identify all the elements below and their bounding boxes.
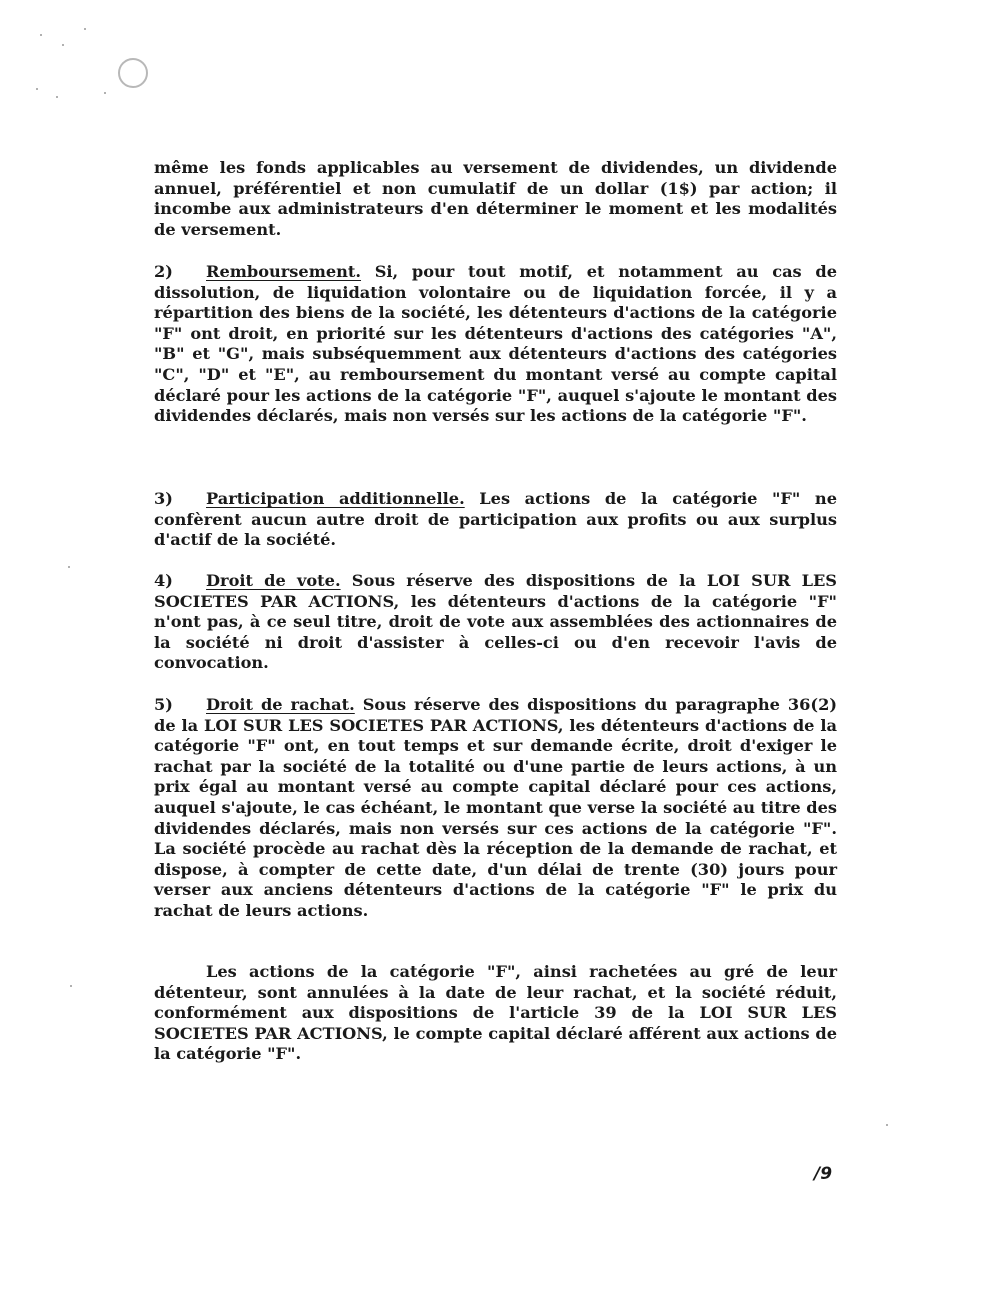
scan-speck — [84, 28, 86, 30]
section-number: 5) — [154, 695, 173, 714]
section-heading: Droit de rachat. — [206, 695, 355, 714]
section-number: 4) — [154, 571, 173, 590]
section-number: 2) — [154, 262, 173, 281]
section-number: 3) — [154, 489, 173, 508]
section-heading: Participation additionnelle. — [206, 489, 465, 508]
scan-speck — [56, 96, 58, 98]
punch-hole — [118, 58, 148, 88]
scan-speck — [104, 92, 106, 94]
section-remboursement — [154, 262, 837, 427]
section-body: Sous réserve des dispositions de la LOI SUR LES SOCIETES PAR ACTIONS, les détenteurs d'actions de la catégorie "F" n'ont pas, à ce seul titre, droit de vote aux assemblées des actionnaires de la société ni droit d'assister à celles-ci ou d'en recevoir l'avis de convocation. — [154, 571, 837, 673]
section-droit-de-rachat — [154, 695, 837, 922]
scan-speck — [62, 44, 64, 46]
scan-speck — [68, 566, 70, 568]
section-body: Si, pour tout motif, et notamment au cas de dissolution, de liquidation volontaire ou de liquidation forcée, il y a répartition des biens de la société, les détenteurs d'actions de la catégorie "F" ont droit, en priorité sur les détenteurs d'actions des catégories "A", "B" et "G", mais subséquemment aux détenteurs d'actions des catégories "C", "D" et "E", au remboursement du montant versé au compte capital déclaré pour les actions de la catégorie "F", auquel s'ajoute le montant des dividendes déclarés, mais non versés sur les actions de la catégorie "F". — [154, 262, 837, 426]
closing-text: Les actions de la catégorie "F", ainsi rachetées au gré de leur détenteur, sont annulées à la date de leur rachat, et la société réduit, conformément aux dispositions de l'article 39 de la LOI SUR LES SOCIETES PAR ACTIONS, le compte capital déclaré afférent aux actions de la catégorie "F". — [154, 962, 837, 1064]
scan-speck — [36, 88, 38, 90]
section-participation — [154, 489, 837, 551]
section-heading: Droit de vote. — [206, 571, 341, 590]
section-droit-de-vote — [154, 571, 837, 674]
scan-speck — [40, 34, 42, 36]
section-heading: Remboursement. — [206, 262, 362, 281]
section-body: Sous réserve des dispositions du paragraphe 36(2) de la LOI SUR LES SOCIETES PAR ACTIONS, les détenteurs d'actions de la catégorie "F" ont, en tout temps et sur demande écrite, droit d'exiger le rachat par la société de la totalité ou d'une partie de leurs actions, à un prix égal au montant versé au compte capital déclaré pour ces actions, auquel s'ajoute, le cas échéant, le montant que verse la société au titre des dividendes déclarés, mais non versés sur ces actions de la catégorie "F". La société procède au rachat dès la réception de la demande de rachat, et dispose, à compter de cette date, d'un délai de trente (30) jours pour verser aux anciens détenteurs d'actions de la catégorie "F" le prix du rachat de leurs actions. — [154, 695, 838, 920]
section-body: Les actions de la catégorie "F" ne confèrent aucun autre droit de participation aux profits ou aux surplus d'actif de la société. — [154, 489, 837, 550]
page-number: /9 — [814, 1164, 833, 1184]
closing-paragraph — [154, 962, 837, 1065]
scan-speck — [886, 1124, 888, 1126]
intro-paragraph: même les fonds applicables au versement de dividendes, un dividende annuel, préférentiel et non cumulatif de un dollar (1$) par action; il incombe aux administrateurs d'en déterminer le moment et les modalités de versement. — [154, 158, 837, 239]
scan-speck — [70, 985, 72, 987]
